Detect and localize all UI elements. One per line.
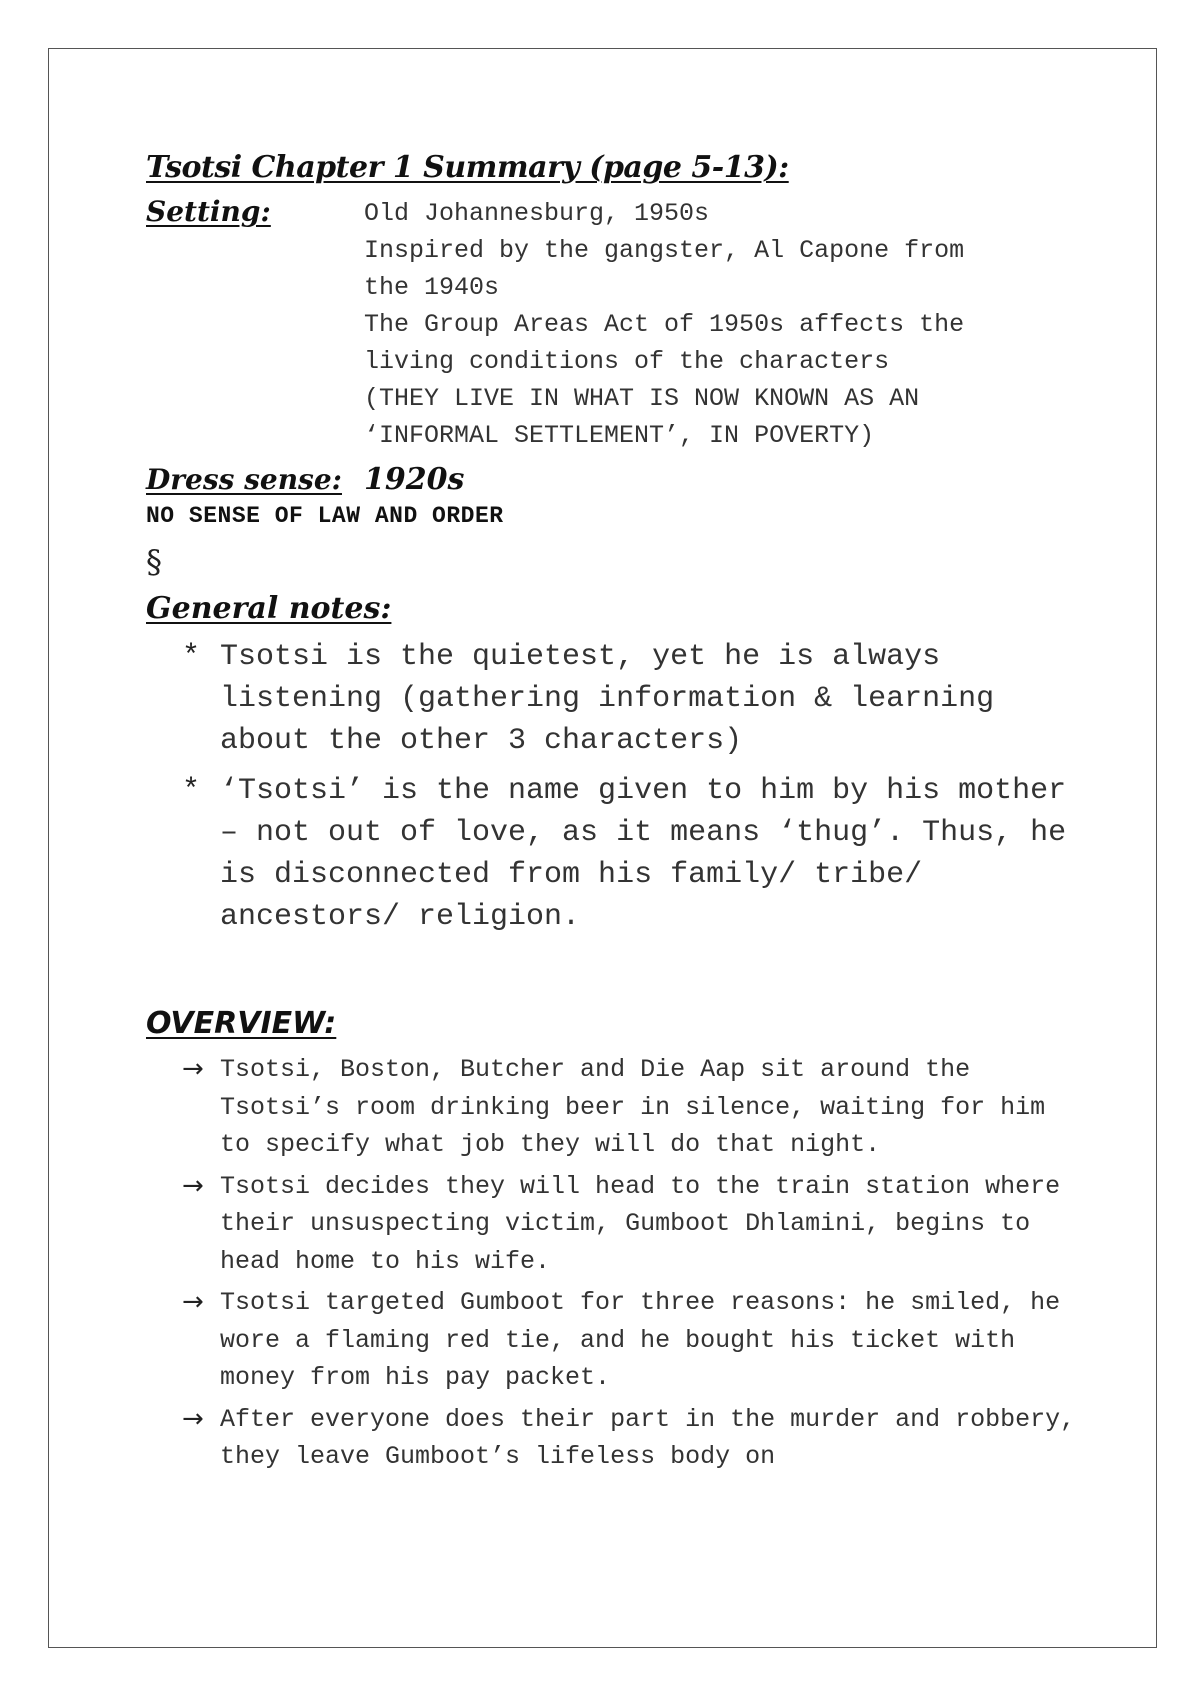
setting-line: living conditions of the characters (364, 347, 890, 376)
law-note: NO SENSE OF LAW AND ORDER (146, 503, 504, 529)
arrow-right-icon: → (182, 1403, 204, 1434)
setting-lines (364, 195, 964, 454)
list-item-text: Tsotsi is the quietest, yet he is always listening (gathering information & learning about the other 3 characters) (220, 640, 995, 758)
list-item (146, 636, 1086, 762)
list-item-text: Tsotsi, Boston, Butcher and Die Aap sit around the Tsotsi’s room drinking beer in silence, waiting for him to specify what job they will do that night. (220, 1055, 1046, 1159)
list-item (146, 1284, 1086, 1397)
dress-label: Dress sense: (146, 463, 342, 496)
general-notes-list (146, 636, 1086, 938)
setting-line: the 1940s (364, 273, 500, 302)
list-item (146, 770, 1086, 938)
document-body (146, 150, 1086, 1480)
arrow-right-icon: → (182, 1170, 204, 1201)
list-item (146, 1168, 1086, 1281)
setting-line: The Group Areas Act of 1950s affects the (364, 310, 965, 339)
list-item-text: ‘Tsotsi’ is the name given to him by his mother – not out of love, as it means ‘thug’. Thus, he is disconnected from his family/ tribe/ ancestors/ religion. (220, 774, 1067, 934)
setting-line: (THEY LIVE IN WHAT IS NOW KNOWN AS AN (364, 384, 920, 413)
overview-label: OVERVIEW: (146, 1006, 337, 1041)
setting-label: Setting: (146, 195, 271, 228)
list-item (146, 1401, 1086, 1476)
dress-value: 1920s (364, 462, 465, 497)
overview-list (146, 1051, 1086, 1476)
asterisk-bullet-icon: * (182, 774, 201, 808)
setting-line: Inspired by the gangster, Al Capone from (364, 236, 965, 265)
setting-line: Old Johannesburg, 1950s (364, 199, 710, 228)
arrow-right-icon: → (182, 1287, 204, 1317)
general-notes-label: General notes: (146, 591, 392, 626)
dress-section (146, 462, 1086, 497)
setting-section (146, 195, 1086, 454)
list-item (146, 1051, 1086, 1164)
list-item-text: Tsotsi decides they will head to the train station where their unsuspecting victim, Gumboot Dhlamini, begins to head home to his wife. (220, 1171, 1061, 1276)
list-item-text: Tsotsi targeted Gumboot for three reasons: he smiled, he wore a flaming red tie, and he bought his ticket with money from his pay packet. (220, 1288, 1061, 1392)
list-item-text: After everyone does their part in the murder and robbery, they leave Gumboot’s lifeless body on (220, 1404, 1076, 1471)
asterisk-bullet-icon: * (182, 640, 201, 674)
arrow-right-icon: → (182, 1054, 204, 1084)
page-title: Tsotsi Chapter 1 Summary (page 5-13): (146, 150, 789, 185)
section-mark: § (146, 543, 162, 581)
setting-line: ‘INFORMAL SETTLEMENT’, IN POVERTY) (364, 421, 875, 450)
